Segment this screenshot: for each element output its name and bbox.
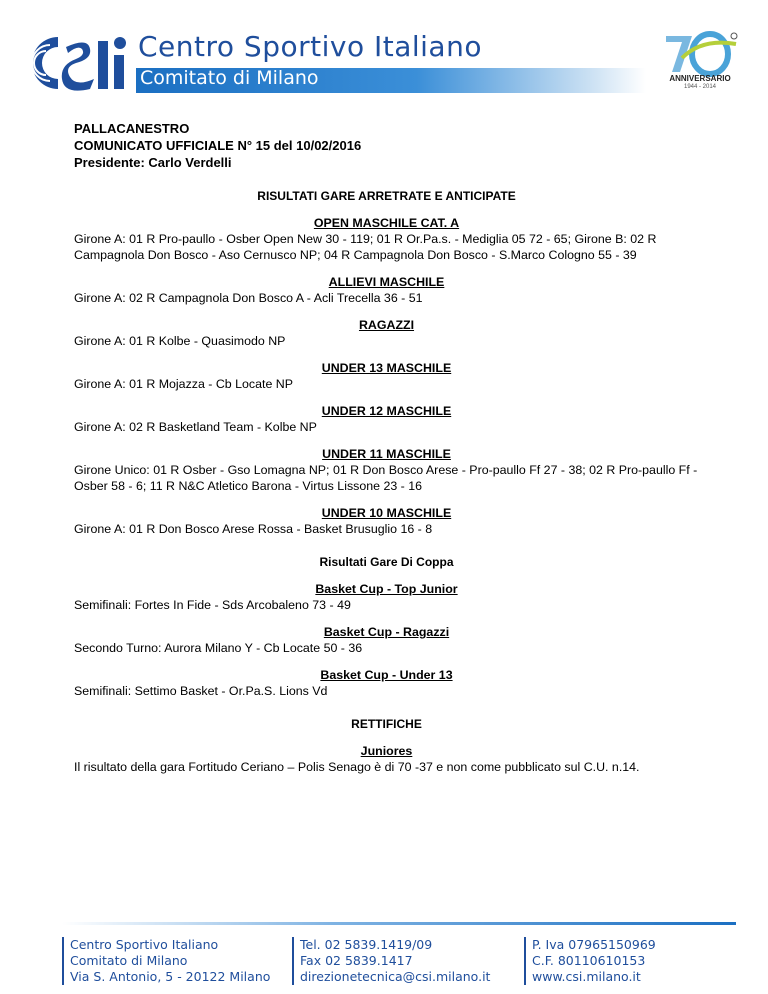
results-section [74,446,699,494]
footer-fiscal [524,937,656,985]
corrections-heading: RETTIFICHE [351,717,422,731]
section-results: Girone A: 02 R Basketland Team - Kolbe NP [74,420,317,434]
section-heading: Basket Cup - Under 13 [320,668,453,682]
section-results: Secondo Turno: Aurora Milano Y - Cb Locate 50 - 36 [74,641,363,655]
section-heading: Basket Cup - Ragazzi [323,625,450,639]
footer-line: P. Iva 07965150969 [532,937,656,952]
section-results: Semifinali: Fortes In Fide - Sds Arcobaleno 73 - 49 [74,598,351,612]
results-section [74,360,699,392]
section-results: Semifinali: Settimo Basket - Or.Pa.S. Lions Vd [74,684,328,698]
section-heading: UNDER 10 MASCHILE [321,506,452,520]
section-results: Girone A: 01 R Pro-paullo - Osber Open New 30 - 119; 01 R Or.Pa.s. - Mediglia 05 72 - 65; Girone B: 02 R Campagnola Don Bosco - Aso Cernusco NP; 04 R Campagnola Don Bosco - S.Marco Cologno 55 - 39 [74,232,657,262]
communique-title: COMUNICATO UFFICIALE N° 15 del 10/02/2016 [74,138,362,153]
cup-results-heading: Risultati Gare Di Coppa [319,555,454,569]
org-subtitle: Comitato di Milano [140,67,319,89]
section-heading: Basket Cup - Top Junior [315,582,458,596]
org-name: Centro Sportivo Italiano [138,30,482,63]
section-results: Girone A: 01 R Don Bosco Arese Rossa - Basket Brusuglio 16 - 8 [74,522,433,536]
results-section [74,317,699,349]
letterhead [0,0,768,110]
results-heading: RISULTATI GARE ARRETRATE E ANTICIPATE [257,189,516,203]
section-heading: OPEN MASCHILE CAT. A [313,216,460,230]
footer-line: Centro Sportivo Italiano [70,937,219,952]
correction-section [74,743,699,775]
anniversary-years: 1944 - 2014 [683,84,717,90]
footer-line: Tel. 02 5839.1419/09 [300,937,433,952]
footer-contacts [292,937,490,985]
section-heading: Juniores [360,744,413,758]
section-results: Girone Unico: 01 R Osber - Gso Lomagna NP; 01 R Don Bosco Arese - Pro-paullo Ff 27 - 38; 02 R Pro-paullo Ff - Osber 58 - 6; 11 R N&C Atletico Barona - Virtus Lissone 23 - 16 [74,463,698,493]
results-section [74,505,699,537]
cup-section [74,624,699,656]
footer-email[interactable]: direzionetecnica@csi.milano.it [300,969,491,984]
results-section [74,215,699,263]
section-heading: RAGAZZI [358,318,415,332]
cup-section [74,667,699,699]
footer-line: Fax 02 5839.1417 [300,953,413,968]
results-section [74,274,699,306]
footer-line: Comitato di Milano [70,953,188,968]
section-results: Il risultato della gara Fortitudo Ceriano – Polis Senago è di 70 -37 e non come pubblicato sul C.U. n.14. [74,760,640,774]
results-section [74,403,699,435]
section-heading: UNDER 11 MASCHILE [322,447,451,461]
anniversary-label: ANNIVERSARIO [669,74,731,83]
footer-line: Via S. Antonio, 5 - 20122 Milano [70,969,271,984]
footer-website[interactable]: www.csi.milano.it [532,969,641,984]
sport-title: PALLACANESTRO [74,121,190,136]
csi-logo-icon [28,33,132,93]
section-results: Girone A: 01 R Kolbe - Quasimodo NP [74,334,286,348]
section-heading: UNDER 13 MASCHILE [321,361,452,375]
president-line: Presidente: Carlo Verdelli [74,155,232,170]
section-results: Girone A: 01 R Mojazza - Cb Locate NP [74,377,294,391]
section-results: Girone A: 02 R Campagnola Don Bosco A - Acli Trecella 36 - 51 [74,291,423,305]
footer-line: C.F. 80110610153 [532,953,646,968]
section-heading: ALLIEVI MASCHILE [328,275,445,289]
section-heading: UNDER 12 MASCHILE [321,404,452,418]
document-body [74,120,699,775]
footer-rule [62,922,736,925]
cup-section [74,581,699,613]
footer-address [62,937,270,985]
